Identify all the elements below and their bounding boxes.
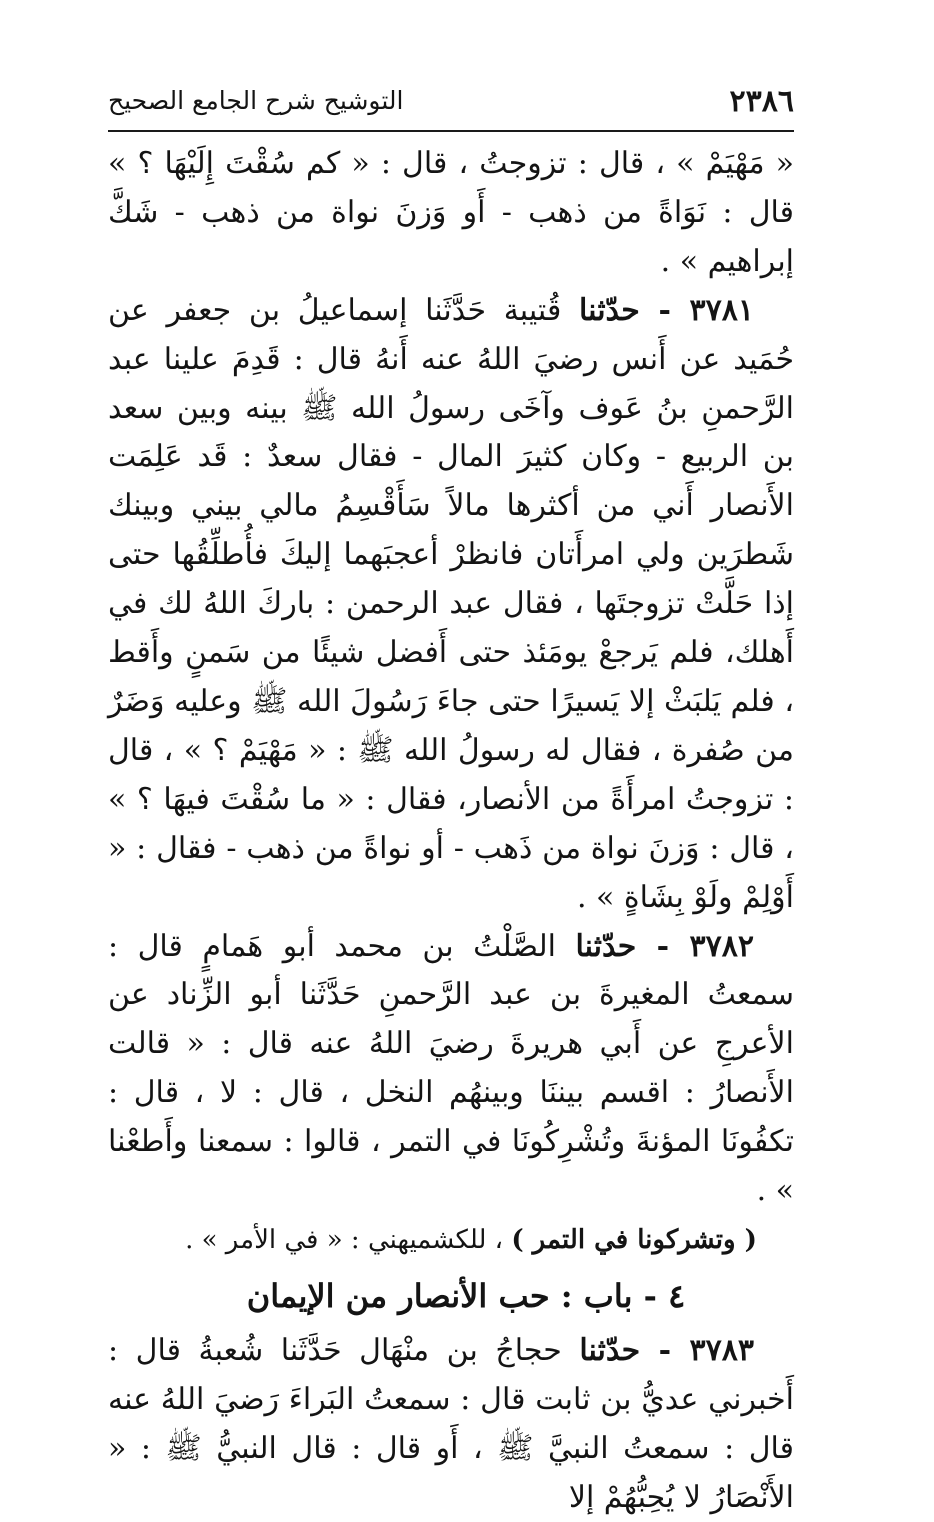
- page-header: [108, 78, 794, 124]
- chapter-heading: ٤ - باب : حب الأنصار من الإيمان: [246, 1276, 686, 1315]
- book-title: التوشيح شرح الجامع الصحيح: [108, 86, 404, 115]
- note-text: ، للكشميهني : « في الأمر » .: [185, 1224, 512, 1255]
- page-body: [108, 140, 794, 1522]
- header-divider: [108, 130, 794, 132]
- hadith-3783-number: ٣٧٨٣ - حدّثنا: [579, 1332, 754, 1368]
- hadith-3782: [108, 923, 794, 1216]
- commentary-note: [108, 1216, 794, 1265]
- hadith-3781: [108, 287, 794, 923]
- hadith-3782-text: الصَّلْتُ بن محمد أبو هَمامٍ قال : سمعتُ المغيرةَ بن عبد الرَّحمنِ حَدَّثَنا أبو الزِّناد عن الأعرجِ عن أَبي هريرةَ رضيَ اللهُ عنه قال : « قالت الأَنصارُ : اقسم بيننَا وبينهُم النخل ، قال : لا ، قال : تكفُونَا المؤنةَ وتُشْرِكُونَا في التمر ، قالوا : سمعنا وأَطعْنا » .: [108, 928, 794, 1209]
- page-number: ٢٣٨٦: [729, 84, 794, 119]
- hadith-3783-text: حجاجُ بن منْهَال حَدَّثَنا شُعبةُ قال : أَخبرني عديُّ بن ثابت قال : سمعتُ البَراءَ رَضيَ اللهُ عنه قال : سمعتُ النبيَّ ﷺ ، أَو قال : قال النبيُّ ﷺ : « الأَنْصَارُ لا يُحِبُّهُمْ إلا: [108, 1332, 794, 1515]
- intro-paragraph: « مَهْيَمْ » ، قال : تزوجتُ ، قال : « كم سُقْتَ إِلَيْهَا ؟ » قال : نَوَاةً من ذهب - أَو وَزنَ نواة من ذهب - شَكَّ إبراهيم » .: [108, 146, 794, 279]
- note-term: ( وتشركونا في التمر ): [511, 1224, 757, 1255]
- hadith-3783: [108, 1327, 794, 1522]
- hadith-3781-number: ٣٧٨١ - حدّثنا: [579, 292, 754, 328]
- hadith-3782-number: ٣٧٨٢ - حدّثنا: [575, 928, 754, 964]
- hadith-3781-text: قُتيبة حَدَّثَنا إسماعيلُ بن جعفر عن حُمَيد عن أَنس رضيَ اللهُ عنه أَنهُ قال : قَدِمَ علينا عبد الرَّحمنِ بنُ عَوف وآخَى رسولُ الله ﷺ بينه وبين سعد بن الربيع - وكان كثيرَ المال - فقال سعدٌ : قَد عَلِمَت الأَنصار أَني من أكثرها مالاً سَأَقْسِمُ مالي بيني وبينك شَطرَين ولي امرأَتان فانظرْ أعجبَهما إليكَ فأُطلِّقُها حتى إذا حَلَّتْ تزوجتَها ، فقال عبد الرحمن : باركَ اللهُ لك في أَهلك، فلم يَرجعْ يومَئذ حتى أَفضل شيئًا من سَمنٍ وأَقط ، فلم يَلبَثْ إلا يَسيرًا حتى جاءَ رَسُولَ الله ﷺ وعليه وَضَرٌ من صُفرة ، فقال له رسولُ الله ﷺ : « مَهْيَمْ ؟ » ، قال : تزوجتُ امرأَةً من الأنصار، فقال : « ما سُقْتَ فيهَا ؟ » ، قال : وَزنَ نواة من ذَهب - أو نواةً من ذهب - فقال : « أَوْلِمْ ولَوْ بِشَاةٍ » .: [108, 292, 794, 915]
